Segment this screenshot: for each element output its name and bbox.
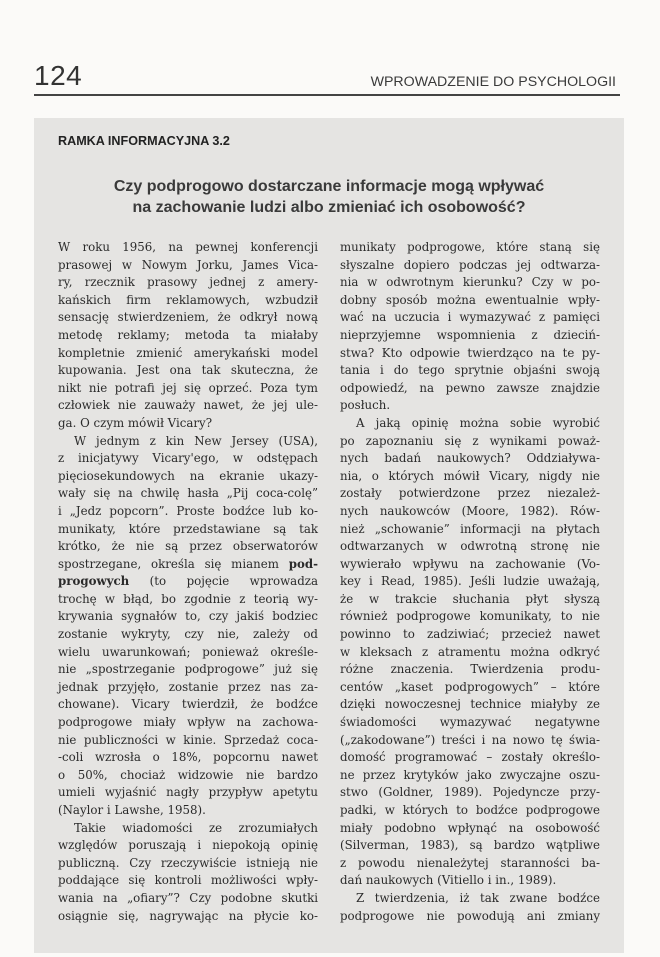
info-box [34,118,624,953]
text-line: powinno to zadziwiać; przecież nawet [340,627,600,642]
text-line: o 50%, chociaż widzowie nie bardzo [58,767,318,782]
text-line: W jednym z kin New Jersey (USA), [74,433,318,448]
text-line: kupowania. Jest ona tak skuteczna, że [58,363,318,378]
text-line: z inicjatywy Vicary'ego, w odstępach [58,451,318,466]
text-line: podprogowe nie powodują ani zmiany [340,908,600,923]
paragraph [340,890,600,925]
text-line: stwo (Goldner, 1989). Pojedyncze przy- [340,785,600,800]
text-line: nie „spostrzeganie podprogowe” już się [58,662,318,677]
text-line: zostały potwierdzone przez niezależ- [340,486,600,501]
paragraph [58,239,318,433]
text-line: zostanie wykryty, czy nie, zależy od [58,627,318,642]
left-column [58,239,318,925]
text-line: trochę w błąd, bo zgodnie z teorią wy- [58,591,318,606]
text-line: spostrzegane, określa się mianem pod- [58,556,318,571]
text-line: miały podobno wpłynąć na osobowość [340,820,600,835]
text-line: ga. O czym mówił Vicary? [58,415,213,430]
text-line: key i Read, 1985). Jeśli ludzie uważają, [340,574,600,589]
text-line: nież „schowanie” informacji na płytach [340,521,600,536]
text-line: W roku 1956, na pewnej konferencji [58,240,318,254]
text-line: umieli wyjaśnić nagły przypływ apetytu [58,785,318,800]
text-line: munikaty, które przedstawiane są tak [58,521,318,536]
text-line: pięciosekundowych na ekranie ukazy- [58,468,318,483]
text-line: (Naylor i Lawshe, 1958). [58,803,206,817]
text-line: domość programować – zostały określo- [340,750,600,765]
text-line: wały się na chwilę hasła „Pij coca-colę” [58,486,318,501]
paragraph [340,239,600,415]
text-line: dań naukowych (Vitiello i in., 1989). [340,873,557,888]
text-line: słyszalne dopiero podczas jej odtwarza- [340,257,600,272]
text-line: progowych (to pojęcie wprowadza [58,574,318,589]
text-line: chowane). Vicary twierdził, że bodźce [58,697,318,712]
text-line: -coli wzrosła o 18%, popcornu nawet [58,750,318,765]
text-line: nikt nie potrafi jej się oprzeć. Poza tym [58,380,318,395]
right-column [340,239,600,925]
text-line: podprogowe miały wpływ na zachowa- [58,715,318,730]
text-line: A jaką opinię można sobie wyrobić [356,415,600,430]
text-line: nie publiczności w kinie. Sprzedaż coca- [58,732,318,747]
running-head: WPROWADZENIE DO PSYCHOLOGII [370,74,616,90]
text-line: dzięki nowoczesnej technice miałyby ze [340,697,600,712]
text-line: ry, rzecznik prasowy jednej z amery- [58,275,318,290]
text-line: nia w odwrotnym kierunku? Czy w po- [340,275,600,290]
text-line: w kleksach z atramentu można odkryć [340,644,600,659]
text-line: nieprzyjemne wspomnienia z dzieciń- [340,327,600,342]
text-line: nych naukowców (Moore, 1982). Rów- [340,503,600,518]
text-line: krótko, że nie są przez obserwatorów [58,539,318,554]
text-line: centów „kaset podprogowych” – które [340,679,600,694]
paragraph [58,820,318,926]
box-title-line-1: Czy podprogowo dostarczane informacje mogą wpływać [113,178,545,195]
text-line: po zapoznaniu się z wynikami poważ- [340,433,600,448]
text-line: („zakodowane”) treści i na nowo tę świa- [340,732,600,747]
text-line: Takie wiadomości ze zrozumiałych [74,820,318,835]
text-line: wać na uczucia i wymazywać z pamięci [340,310,600,325]
text-line: odtwarzanych w odwrotną stronę nie [340,539,600,554]
text-line: i „Jedz popcorn”. Proste bodźce lub ko- [58,503,318,518]
text-line: tania i do tego sprytnie objaśni swoją [340,363,600,378]
text-line: z powodu nienależytej staranności ba- [340,855,600,870]
text-line: że w trakcie słuchania płyt słyszą [340,591,600,606]
text-line: odpowiedź, na pewno zawsze znajdzie [340,380,600,395]
text-line: krywania sygnałów to, czy jakiś bodziec [58,609,318,624]
text-line: prasowej w Nowym Jorku, James Vica- [58,257,318,272]
text-line: jednak przyjęło, zostanie przez nas za- [58,679,318,694]
text-line: stwa? Kto odpowie twierdząco na te py- [340,345,600,360]
paragraph [58,433,318,820]
text-line: poddające się kontroli możliwości wpły- [58,873,318,888]
text-line: nych badań naukowych? Oddziaływa- [340,451,600,466]
text-line: (Silverman, 1983), są bardzo wątpliwe [340,838,600,853]
text-line: Z twierdzenia, iż tak zwane bodźce [356,890,600,905]
text-line: sensację stwierdzeniem, że odkrył nową [58,310,318,325]
box-label: RAMKA INFORMACYJNA 3.2 [58,134,230,148]
text-line: kańskich firm reklamowych, wzbudził [58,292,318,307]
paragraph [340,415,600,890]
text-line: świadomości wymazywać negatywne [340,715,600,730]
text-line: człowiek nie zauważy nawet, że jej ule- [58,398,318,413]
text-line: wielu uwarunkowań; ponieważ określe- [58,644,318,659]
text-line: ne przez krytyków jako zwyczajne oszu- [340,767,600,782]
text-line: posłuch. [340,398,391,413]
text-line: osiągnie się, nagrywając na płycie ko- [58,908,318,923]
box-title [34,176,624,218]
box-title-line-2: na zachowanie ludzi albo zmieniać ich osobowość? [132,199,526,216]
text-line: nia, o których mówił Vicary, nigdy nie [340,468,600,483]
text-line: względów poruszają i niepokoją opinię [58,838,318,853]
text-line: metodę reklamy; metoda ta miałaby [58,327,318,342]
text-line: różne znaczenia. Twierdzenia produ- [340,662,600,677]
text-line: dobny sposób można ewentualnie wpły- [340,292,600,307]
text-line: padki, w których to bodźce podprogowe [340,803,600,817]
text-line: kompletnie zmienić amerykański model [58,345,318,360]
text-line: wania na „ofiary”? Czy podobne skutki [58,890,318,905]
text-line: wywierało wpływu na zachowanie (Vo- [340,556,600,571]
text-line: publiczną. Czy rzeczywiście istnieją nie [58,855,318,870]
text-line: munikaty podprogowe, które staną się [340,240,600,254]
header-rule [34,94,620,96]
text-line: również podprogowe komunikaty, to nie [340,609,600,624]
page-number: 124 [34,60,83,91]
